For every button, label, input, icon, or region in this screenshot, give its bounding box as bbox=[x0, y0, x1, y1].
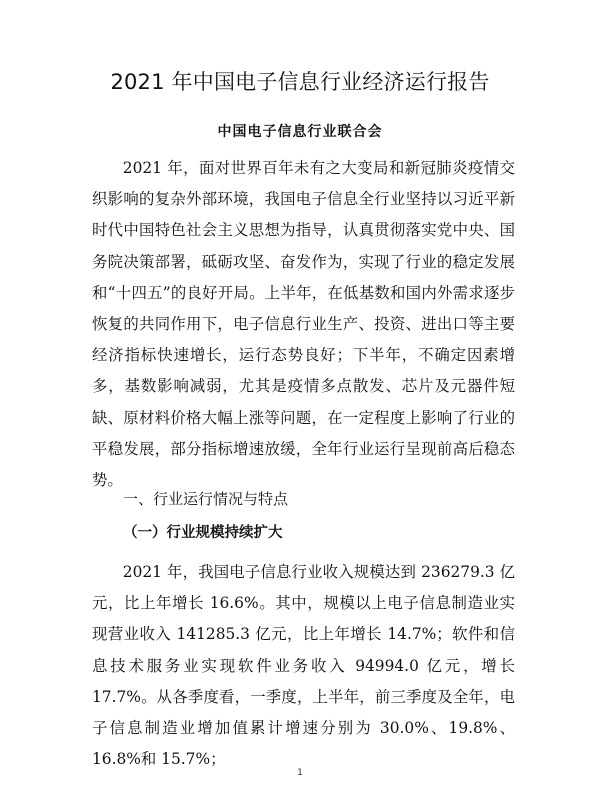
document-title: 2021 年中国电子信息行业经济运行报告 bbox=[110, 70, 490, 94]
industry-scale-paragraph: 2021 年，我国电子信息行业收入规模达到 236279.3 亿元，比上年增长 16.6%。其中，规模以上电子信息制造业实现营业收入 141285.3 亿元，比上年增长 14.7%；软件和信息技术服务业实现软件业务收入 94994.0 亿元，增长 17.7%。从各季度看，一季度，上半年，前三季度及全年，电子信息制造业增加值累计增速分别为 30.0%、19.8%、16.8%和 15.7%； bbox=[92, 563, 515, 769]
intro-paragraph: 2021 年，面对世界百年未有之大变局和新冠肺炎疫情交织影响的复杂外部环境，我国电子信息全行业坚持以习近平新时代中国特色社会主义思想为指导，认真贯彻落实党中央、国务院决策部署，砥砺攻坚、奋发作为，实现了行业的稳定发展和“十四五”的良好开局。上半年，在低基数和国内外需求逐步恢复的共同作用下，电子信息行业生产、投资、进出口等主要经济指标快速增长，运行态势良好；下半年，不确定因素增多，基数影响减弱，尤其是疫情多点散发、芯片及元器件短缺、原材料价格大幅上涨等问题，在一定程度上影响了行业的平稳发展，部分指标增速放缓，全年行业运行呈现前高后稳态势。 bbox=[92, 159, 515, 490]
section-heading: 一、行业运行情况与特点 bbox=[123, 490, 289, 508]
document-author: 中国电子信息行业联合会 bbox=[217, 124, 383, 140]
page-number: 1 bbox=[297, 768, 303, 778]
subsection-heading: （一）行业规模持续扩大 bbox=[123, 524, 283, 541]
